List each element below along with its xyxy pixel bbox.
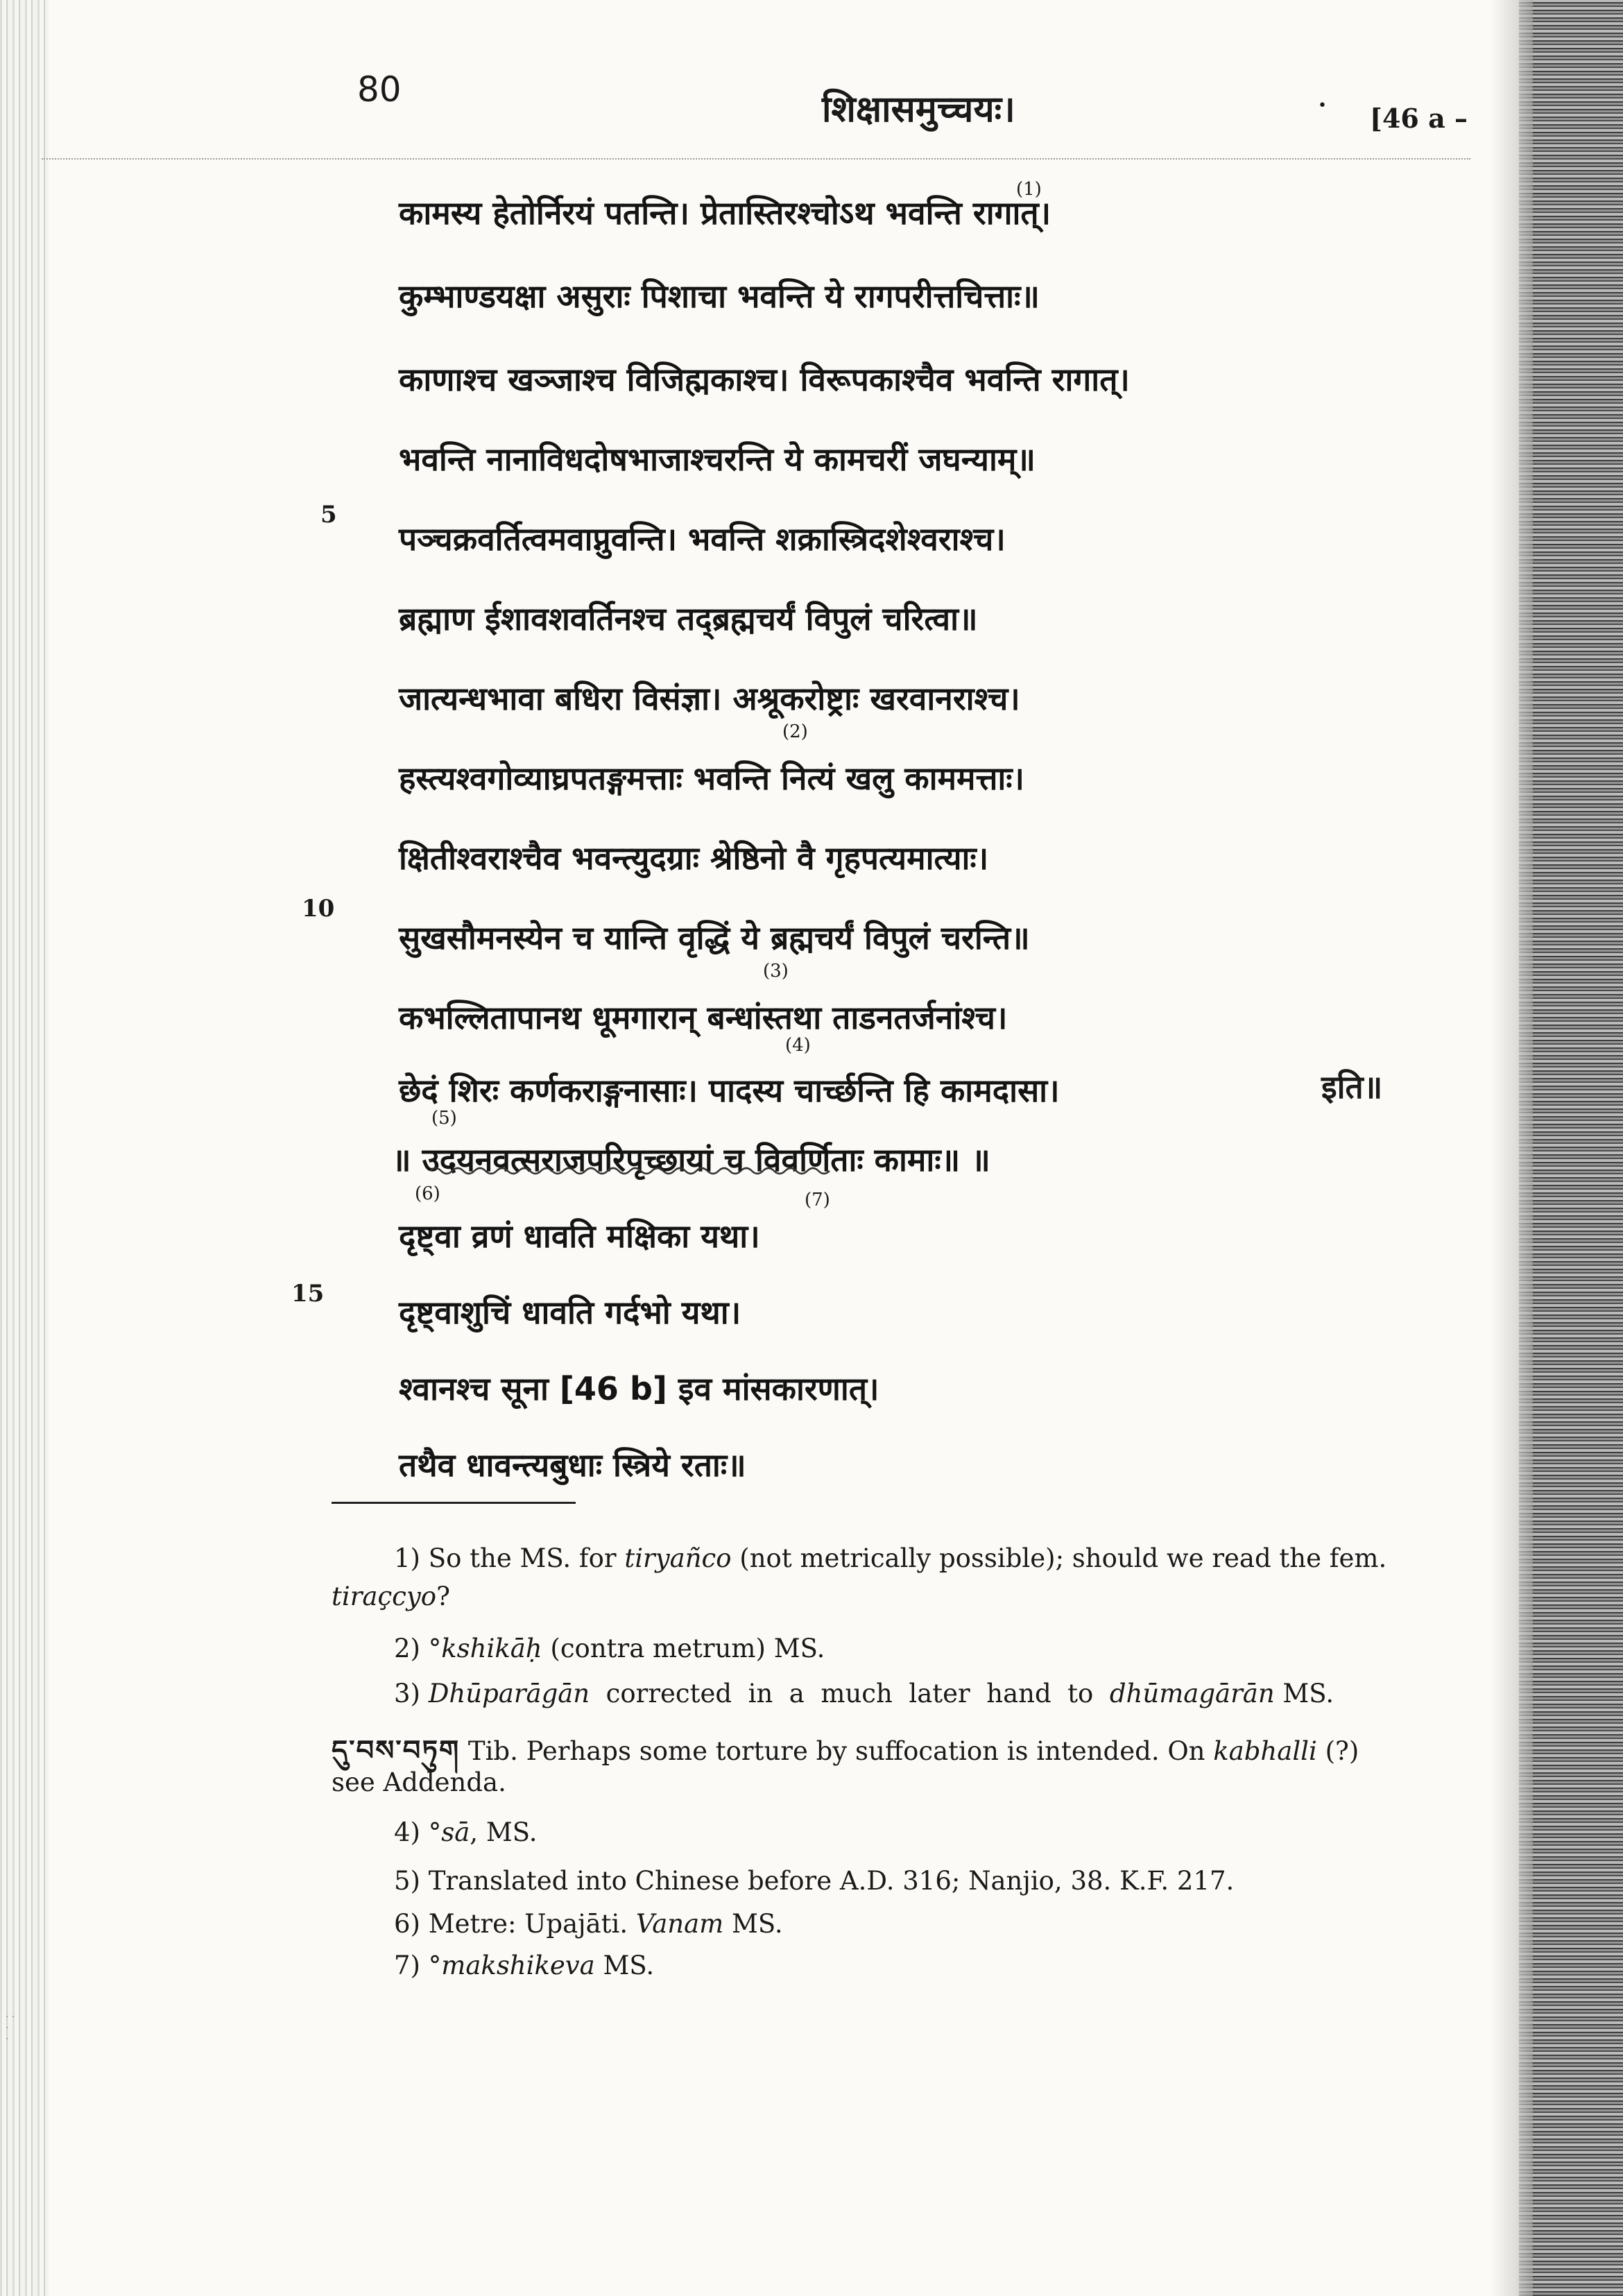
- footnote-1-cont: tiraçcyo?: [332, 1582, 450, 1611]
- page-number: 80: [357, 69, 402, 110]
- footnote-3-end: see Addenda.: [332, 1767, 506, 1797]
- verse-line-3: काणाश्च खञ्जाश्च विजिह्मकाश्च। विरूपकाश्चैव भवन्ति रागात्।: [399, 361, 1130, 398]
- verse-line-15: श्वानश्च सूना [46 b] इव मांसकारणात्।: [399, 1370, 879, 1407]
- verse-line-11: कभल्लितापानथ धूमगारान् बन्धांस्तथा ताडनतर्जनांश्च।: [399, 999, 1008, 1036]
- stray-mark: •: [1318, 97, 1327, 114]
- iti-mark: इति॥: [1321, 1068, 1383, 1106]
- footnote-rule: [332, 1502, 576, 1504]
- wavy-underline: [430, 1165, 836, 1176]
- footnote-1: 1) So the MS. for tiryañco (not metrically possible); should we read the fem.: [394, 1543, 1387, 1573]
- verse-line-13: दृष्ट्वा व्रणं धावति मक्षिका यथा।: [399, 1217, 760, 1255]
- note-mark-5: (5): [431, 1108, 457, 1129]
- note-mark-4: (4): [785, 1035, 811, 1056]
- running-title: शिक्षासमुच्चयः।: [822, 89, 1015, 130]
- verse-line-5: पञ्चक्रवर्तित्वमवाप्नुवन्ति। भवन्ति शक्रास्त्रिदशेश्वराश्च।: [399, 520, 1006, 558]
- footnote-5: 5) Translated into Chinese before A.D. 316; Nanjio, 38. K.F. 217.: [394, 1866, 1235, 1896]
- footnote-2: 2) °kshikāḥ (contra metrum) MS.: [394, 1634, 825, 1663]
- verse-line-9: क्षितीश्वराश्चैव भवन्त्युदग्राः श्रेष्ठिनो वै गृहपत्यमात्याः।: [399, 839, 989, 877]
- verse-line-14: दृष्ट्वाशुचिं धावति गर्दभो यथा।: [399, 1294, 741, 1331]
- verse-line-4: भवन्ति नानाविधदोषभाजाश्चरन्ति ये कामचरीं जघन्याम्॥: [399, 440, 1036, 478]
- line-number-5: 5: [320, 501, 337, 529]
- note-mark-7: (7): [805, 1190, 830, 1210]
- footnote-7: 7) °makshikeva MS.: [394, 1951, 655, 1980]
- note-mark-6: (6): [415, 1183, 440, 1204]
- footnote-3: 3) Dhūparāgān corrected in a much later hand to dhūmagārān MS.: [394, 1679, 1334, 1708]
- footnote-3-cont: དུ་བས་བཏུག Tib. Perhaps some torture by suffocation is intended. On kabhalli (?): [332, 1719, 1359, 1797]
- scan-specks: · · · ·: [6, 2012, 15, 2045]
- verse-line-6: ब्रह्माण ईशावशवर्तिनश्च तद्ब्रह्मचर्यं विपुलं चरित्वा॥: [399, 600, 978, 637]
- scan-left-edge: [0, 0, 49, 2296]
- header-rule: [42, 158, 1470, 160]
- tibetan-script: དུ་བས་བཏུག: [332, 1735, 461, 1767]
- verse-line-12: छेदं शिरः कर्णकराङ्गनासाः। पादस्य चार्च्छन्ति हि कामदासा।: [399, 1072, 1060, 1109]
- footnote-4: 4) °sā, MS.: [394, 1817, 538, 1847]
- verse-line-10: सुखसौमनस्येन च यान्ति वृद्धिं ये ब्रह्मचर्यं विपुलं चरन्ति॥: [399, 919, 1030, 957]
- footnote-6: 6) Metre: Upajāti. Vanam MS.: [394, 1909, 783, 1939]
- verse-line-16: तथैव धावन्त्यबुधाः स्त्रिये रताः॥: [399, 1446, 746, 1484]
- line-number-15: 15: [291, 1280, 325, 1308]
- verse-line-8: हस्त्यश्वगोव्याघ्रपतङ्गमत्ताः भवन्ति नित्यं खलु काममत्ताः।: [399, 760, 1024, 797]
- note-mark-3: (3): [763, 961, 789, 982]
- folio-reference: [46 a –: [1370, 103, 1468, 134]
- line-number-10: 10: [302, 895, 335, 923]
- verse-line-2: कुम्भाण्डयक्षा असुराः पिशाचा भवन्ति ये रागपरीत्तचित्ताः॥: [399, 277, 1040, 315]
- verse-line-1: कामस्य हेतोर्निरयं पतन्ति। प्रेतास्तिरश्चोऽथ भवन्ति रागात्।: [399, 194, 1051, 232]
- note-mark-2: (2): [782, 721, 808, 742]
- verse-line-7: जात्यन्धभावा बधिरा विसंज्ञा। अश्रूकरोष्ट्राः खरवानराश्च।: [399, 680, 1020, 717]
- scan-right-edge: [1519, 0, 1623, 2296]
- colophon-line: ॥ उदयनवत्सराजपरिपृच्छायां च विवर्णिताः कामाः॥ ॥: [392, 1141, 990, 1179]
- note-mark-1: (1): [1016, 179, 1042, 200]
